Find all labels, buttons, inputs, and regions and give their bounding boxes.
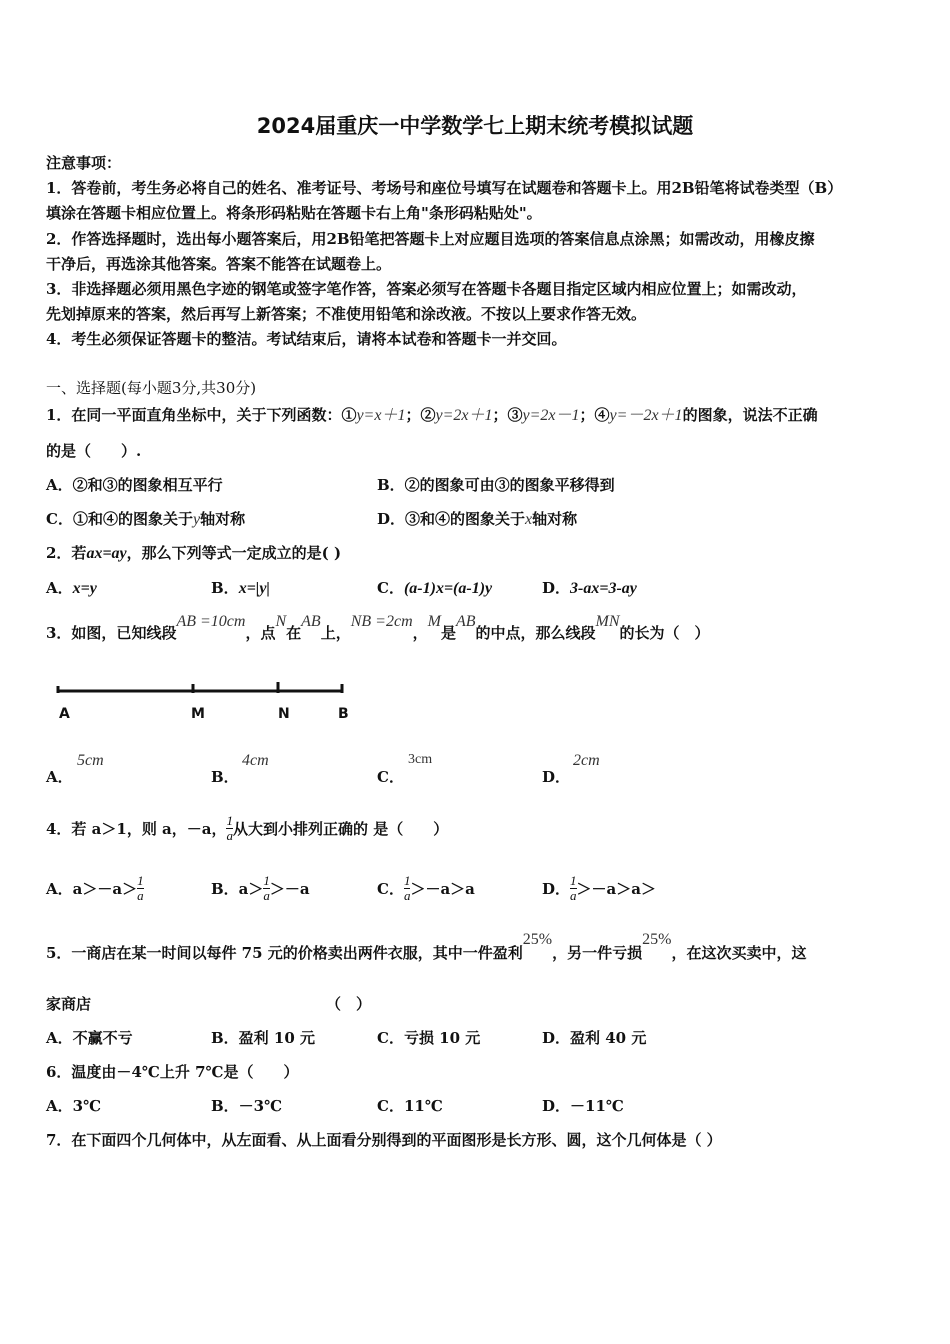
segment-line bbox=[50, 680, 350, 700]
point-m-label: M bbox=[191, 706, 205, 722]
notice-line: 4．考生必须保证答题卡的整洁。考试结束后，请将本试卷和答题卡一并交回。 bbox=[46, 330, 567, 348]
question-5-stem-cont: 家商店 bbox=[46, 995, 92, 1013]
q4-option-b[interactable]: B．a＞ $\frac{1}{a}$ ＞－a bbox=[211, 873, 310, 903]
q6-option-a[interactable]: A．3℃ bbox=[46, 1097, 102, 1115]
q6-option-c[interactable]: C．11℃ bbox=[377, 1097, 443, 1115]
notice-line: 2．作答选择题时，选出每小题答案后，用2B铅笔把答题卡上对应题目选项的答案信息点涂黑；如需改动，用橡皮擦 bbox=[46, 230, 815, 248]
fraction: $\frac{1}{a}$ bbox=[226, 813, 233, 843]
q5-option-a[interactable]: A．不赢不亏 bbox=[46, 1029, 133, 1047]
q3-option-b[interactable]: B． bbox=[211, 768, 239, 786]
notice-line: 1．答卷前，考生务必将自己的姓名、准考证号、考场号和座位号填写在试题卷和答题卡上。用2B铅笔将试卷类型（B） bbox=[46, 179, 843, 197]
question-4-stem: 4．若 a＞1，则 a，－a， $\frac{1}{a}$ 从大到小排列正确的 是（ ） bbox=[46, 813, 449, 843]
q5-option-b[interactable]: B．盈利 10 元 bbox=[211, 1029, 315, 1047]
question-5-paren: （ ） bbox=[326, 995, 372, 1013]
section-heading: 一、选择题(每小题3分,共30分) bbox=[46, 379, 257, 397]
q3-option-d-value: 2cm bbox=[573, 752, 600, 769]
q4-option-a[interactable]: A．a＞－a＞ $\frac{1}{a}$ bbox=[46, 873, 144, 903]
q2-option-b[interactable]: B．x=|y| bbox=[211, 579, 270, 597]
question-1-stem-cont: 的是（ ）. bbox=[46, 442, 142, 460]
q3-option-b-value: 4cm bbox=[242, 752, 269, 769]
q3-option-d[interactable]: D． bbox=[542, 768, 571, 786]
notice-line: 填涂在答题卡相应位置上。将条形码粘贴在答题卡右上角"条形码粘贴处"。 bbox=[46, 204, 542, 222]
q1-option-d[interactable]: D．③和④的图象关于x轴对称 bbox=[377, 510, 578, 528]
q1-option-b[interactable]: B．②的图象可由③的图象平移得到 bbox=[377, 476, 615, 494]
q1-option-a[interactable]: A．②和③的图象相互平行 bbox=[46, 476, 223, 494]
q4-option-c[interactable]: C． $\frac{1}{a}$ ＞－a＞a bbox=[377, 873, 475, 903]
q6-option-d[interactable]: D．－11℃ bbox=[542, 1097, 624, 1115]
notice-heading: 注意事项： bbox=[46, 154, 122, 172]
point-n-label: N bbox=[278, 706, 290, 722]
q3-option-a[interactable]: A． bbox=[46, 768, 73, 786]
question-5-stem: 5．一商店在某一时间以每件 75 元的价格卖出两件衣服，其中一件盈利25%，另一件亏损25%，在这次买卖中，这 bbox=[46, 931, 807, 962]
notice-line: 先划掉原来的答案，然后再写上新答案；不准使用铅笔和涂改液。不按以上要求作答无效。 bbox=[46, 305, 647, 323]
q2-option-c[interactable]: C．(a-1)x=(a-1)y bbox=[377, 579, 493, 597]
question-1-stem: 1．在同一平面直角坐标中，关于下列函数：①y=x＋1；②y=2x＋1；③y=2x－1；④y=－2x＋1的图象，说法不正确 bbox=[46, 406, 818, 424]
question-6-stem: 6．温度由－4℃上升 7℃是（ ） bbox=[46, 1063, 299, 1081]
point-b-label: B bbox=[338, 706, 349, 722]
notice-line: 干净后，再选涂其他答案。答案不能答在试题卷上。 bbox=[46, 255, 392, 273]
point-a-label: A bbox=[59, 706, 70, 722]
notice-line: 3．非选择题必须用黑色字迹的钢笔或签字笔作答，答案必须写在答题卡各题目指定区域内相应位置上；如需改动， bbox=[46, 280, 807, 298]
q6-option-b[interactable]: B．－3℃ bbox=[211, 1097, 283, 1115]
question-2-stem: 2．若ax=ay，那么下列等式一定成立的是( ) bbox=[46, 544, 342, 562]
question-3-stem: 3．如图，已知线段AB =10cm，点N在AB上，NB =2cm，M是AB的中点，那么线段MN的长为（ ） bbox=[46, 613, 710, 642]
q3-option-a-value: 5cm bbox=[77, 752, 104, 769]
question-7-stem: 7．在下面四个几何体中，从左面看、从上面看分别得到的平面图形是长方形、圆，这个几何体是（ ） bbox=[46, 1131, 722, 1149]
q2-option-d[interactable]: D．3-ax=3-ay bbox=[542, 579, 637, 597]
q3-option-c-value: 3cm bbox=[408, 752, 433, 767]
q5-option-d[interactable]: D．盈利 40 元 bbox=[542, 1029, 647, 1047]
q2-option-a[interactable]: A．x=y bbox=[46, 579, 97, 597]
page-title: 2024届重庆一中学数学七上期末统考模拟试题 bbox=[256, 114, 694, 138]
q3-option-c[interactable]: C． bbox=[377, 768, 404, 786]
q5-option-c[interactable]: C．亏损 10 元 bbox=[377, 1029, 481, 1047]
q1-option-c[interactable]: C．①和④的图象关于y轴对称 bbox=[46, 510, 246, 528]
q4-option-d[interactable]: D． $\frac{1}{a}$ ＞－a＞a＞ bbox=[542, 873, 656, 903]
